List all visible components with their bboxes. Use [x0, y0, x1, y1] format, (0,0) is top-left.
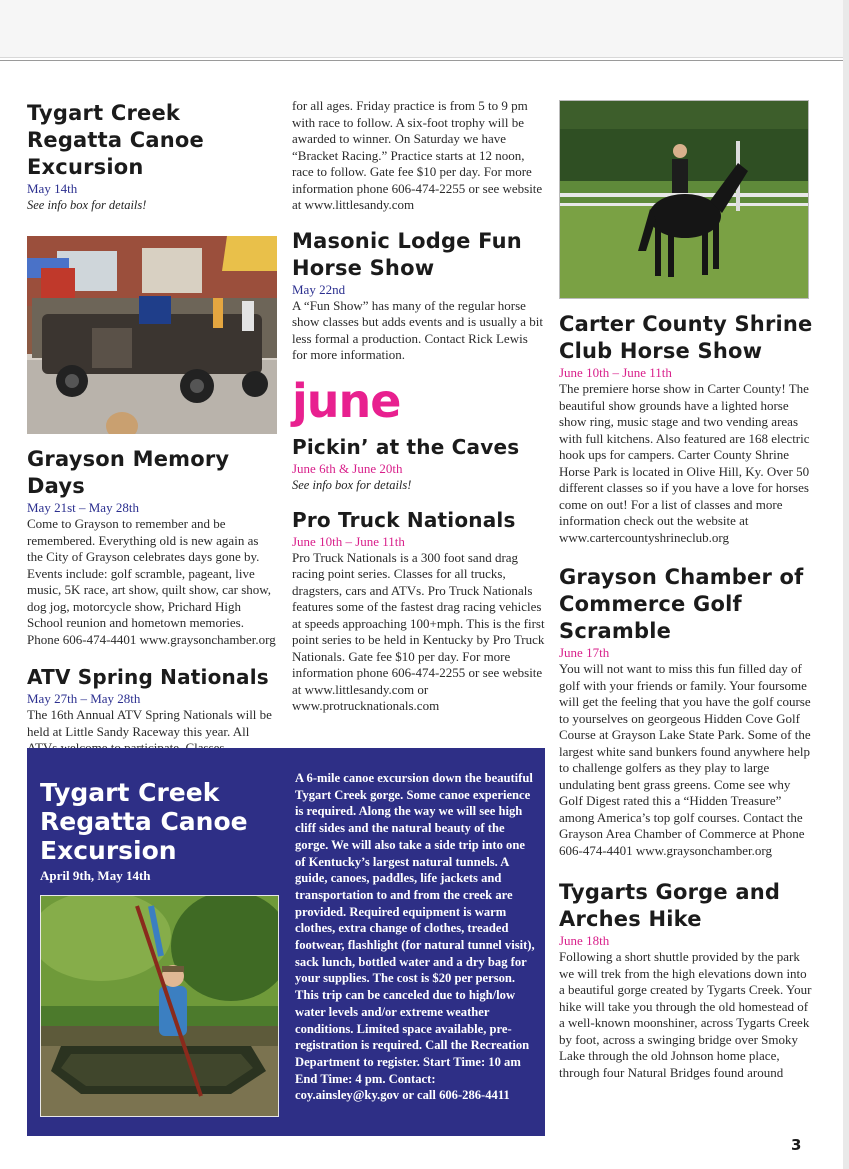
page-top-margin — [0, 0, 849, 58]
page-edge — [843, 0, 849, 1169]
golf-scramble-date: June 17th — [559, 645, 610, 660]
grayson-memory-date: May 21st – May 28th — [27, 500, 139, 515]
pickin-caves-note: See info box for details! — [292, 477, 412, 492]
masonic-lodge-date: May 22nd — [292, 281, 346, 297]
shrine-horse-show-heading: Carter County Shrine Club Horse Show — [559, 312, 813, 363]
pro-truck-date: June 10th – June 11th — [292, 533, 405, 549]
parade-photo-image — [27, 236, 277, 434]
shrine-horse-show-body: The premiere horse show in Carter County! The beautiful show grounds have a lighted horse show ring, music stage and two vending areas with full kitchens. Also featured are 168 electric hook ups for campers. Carter County Shrine Horse Park is located in Olive Hill, Ky. Over 50 different classes so if you have a love for horses come on out! For a list of classes and more information check out the website at www.cartercountyshrineclub.org — [559, 381, 810, 545]
column-right — [559, 100, 814, 1081]
horse-show-photo-image — [560, 101, 808, 298]
golf-scramble-body: You will not want to miss this fun filled day of golf with your friends or family. Your foursome will get the feeling that you have the golf course to yourselves on georgeous Hidden Cove Golf Course at Grayson Lake State Park. Some of the largest white sand bunkers found anywhere help to challenge golfers as they play to large undulating bent grass greens. Come see why Golf Digest rated this a “Hidden Treasure” among America’s top golf courses. Contact the Grayson Area Chamber of Commerce at Phone 606-474-4401 www.graysonchamber.org — [559, 661, 811, 858]
masonic-lodge-heading: Masonic Lodge Fun Horse Show — [292, 228, 522, 280]
parade-photo — [27, 236, 277, 434]
info-box-date: April 9th, May 14th — [40, 868, 151, 883]
canoe-info-box — [27, 748, 545, 1136]
pickin-caves-date: June 6th & June 20th — [292, 460, 403, 476]
pro-truck-body: Pro Truck Nationals is a 300 foot sand drag racing point series. Classes for all trucks, dragsters, cars and ATVs. Pro Truck Nationals features some of the fastest drag racing vehicles at speeds approaching 100+mph. This is the first point series to be held in Kentucky by Pro Truck Nationals. Gate fee $10 per day. For more information phone 606-474-2255 or see website at www.littlesandy.com or www.protrucknationals.com — [292, 549, 545, 713]
canoe-photo-image — [41, 896, 279, 1117]
grayson-memory-heading: Grayson Memory Days — [27, 447, 230, 498]
atv-nationals-heading: ATV Spring Nationals — [27, 665, 269, 689]
pro-truck-heading: Pro Truck Nationals — [292, 507, 516, 532]
canoe-photo — [40, 895, 279, 1117]
column-left — [27, 100, 277, 757]
gorge-hike-date: June 18th — [559, 933, 610, 948]
tygart-regatta-date: May 14th — [27, 181, 78, 196]
pickin-caves-heading: Pickin’ at the Caves — [292, 434, 520, 459]
page-header-rule — [0, 60, 849, 61]
info-box-header — [40, 778, 280, 884]
horse-show-photo — [559, 100, 809, 299]
tygart-regatta-note: See info box for details! — [27, 198, 147, 212]
atv-nationals-body: The 16th Annual ATV Spring Nationals will be held at Little Sandy Raceway this year. All — [27, 707, 272, 739]
gorge-hike-body: Following a short shuttle provided by the park we will trek from the high elevations down into a beautiful gorge created by Tygarts Creek. Your hike will take you through the old homestead of a well-known moonshiner, across Tygarts Creek by foot, across a swinging bridge over Smoky Lake through the old Johnson home place, through four Natural Bridges found around — [559, 949, 812, 1080]
atv-nationals-continued: for all ages. Friday practice is from 5 to 9 pm with race to follow. A six-foot trophy will be awarded to winner. On Saturday we have “Bracket Racing.” Practice starts at 12 noon, race to follow. Gate fee $10 per day. For more information phone 606-474-2255 or see website at www.littlesandy.com — [292, 98, 543, 212]
page-number: 3 — [791, 1136, 802, 1154]
month-heading: june — [292, 373, 401, 428]
info-box-title: Tygart Creek Regatta Canoe Excursion — [40, 778, 248, 865]
tygart-regatta-heading: Tygart Creek Regatta Canoe Excursion — [27, 101, 204, 179]
atv-nationals-date: May 27th – May 28th — [27, 691, 141, 706]
gorge-hike-heading: Tygarts Gorge and Arches Hike — [559, 880, 781, 931]
grayson-memory-body: Come to Grayson to remember and be remembered. Everything old is new again as the City of Grayson celebrates days gone by. Events include: golf scramble, pageant, live music, 5K race, art show, quilt show, car show, dog jog, motorcycle show, Prichard High School reunion and hometown memories. Phone 606-474-4401 www.graysonchamber.org — [27, 516, 276, 647]
masonic-lodge-body: A “Fun Show” has many of the regular horse show classes but adds events and is usually a bit less formal a production. Contact Rick Lewis for more information. — [292, 297, 543, 362]
golf-scramble-heading: Grayson Chamber of Commerce Golf Scramble — [559, 565, 804, 643]
column-middle — [292, 98, 545, 715]
shrine-horse-show-date: June 10th – June 11th — [559, 365, 672, 380]
info-box-body: A 6-mile canoe excursion down the beautiful Tygart Creek gorge. Some canoe experience is required. Along the way we will see high cliff sides and the natural beauty of the gorge. We will also take a side trip into one of Kentucky’s largest natural tunnels. A guide, canoes, paddles, life jackets and transportation to and from the creek are provided. Required equipment is warm clothes, extra change of clothes, treaded footwear, flashlight (for natural tunnel visit), sack lunch, bottled water and a dry bag for your supplies. The cost is $20 per person. This trip can be canceled due to high/low water levels and/or extreme weather conditions. Limited space available, pre-registration is required. Call the Recreation Department to register. Start Time: 10 am End Time: 4 pm. Contact: coy.ainsley@ky.gov or call 606-286-4411 — [295, 771, 535, 1103]
